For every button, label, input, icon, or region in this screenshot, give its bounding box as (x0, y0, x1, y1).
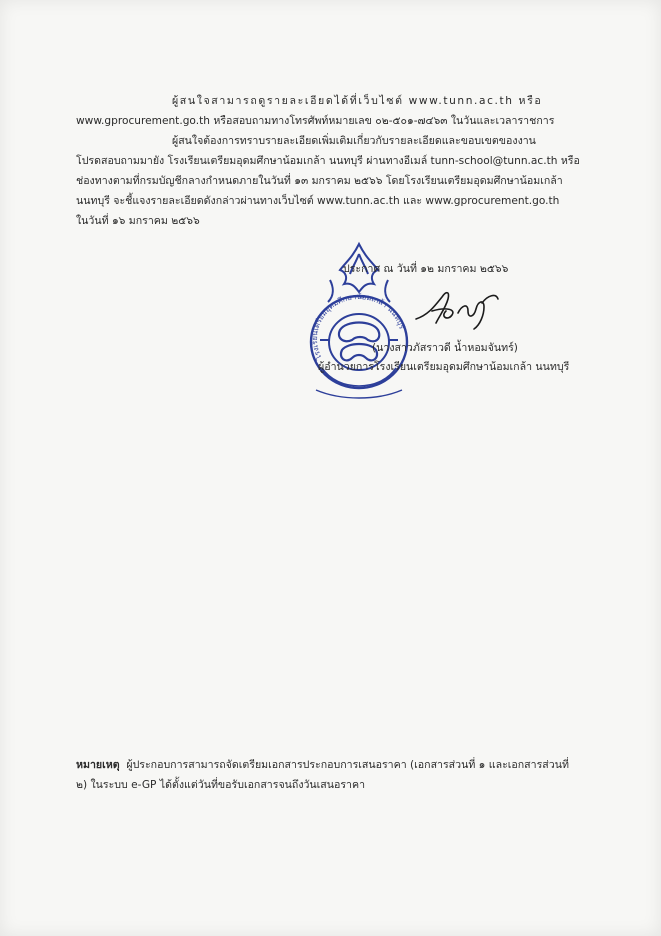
paragraph-2-line-4: นนทบุรี จะชี้แจงรายละเอียดดังกล่าวผ่านทางเว็บไซต์ www.tunn.ac.th และ www.gprocurement.go.th (76, 195, 560, 207)
paragraph-1-line-2: www.gprocurement.go.th หรือสอบถามทางโทรศัพท์หมายเลข ๐๒-๕๐๑-๗๔๖๓ ในวันและเวลาราชการ (76, 115, 555, 127)
paragraph-2-line-1: ผู้สนใจต้องการทราบรายละเอียดเพิ่มเติมเกี่ยวกับรายละเอียดและขอบเขตของงาน (172, 135, 536, 147)
paragraph-2-line-5: ในวันที่ ๑๖ มกราคม ๒๕๖๖ (76, 215, 200, 227)
note-line-1 (76, 758, 569, 772)
note-line-2: ๒) ในระบบ e-GP ได้ตั้งแต่วันที่ขอรับเอกสารจนถึงวันเสนอราคา (76, 779, 366, 791)
paragraph-2-line-3: ช่องทางตามที่กรมบัญชีกลางกำหนดภายในวันที่ ๑๓ มกราคม ๒๕๖๖ โดยโรงเรียนเตรียมอุดมศึกษาน้อมเกล้า (76, 175, 563, 187)
announce-date: ประกาศ ณ วันที่ ๑๒ มกราคม ๒๕๖๖ (343, 263, 509, 275)
note-text-1: ผู้ประกอบการสามารถจัดเตรียมเอกสารประกอบการเสนอราคา (เอกสารส่วนที่ ๑ และเอกสารส่วนที่ (126, 759, 569, 771)
paragraph-2-line-2: โปรดสอบถามมายัง โรงเรียนเตรียมอุดมศึกษาน้อมเกล้า นนทบุรี ผ่านทางอีเมล์ tunn-school@tunn.ac.th หรือ (76, 155, 580, 167)
signer-name: (นางสาวภัสราวดี น้ำหอมจันทร์) (372, 342, 518, 354)
handwritten-signature (412, 285, 502, 331)
paragraph-1-line-1: ผู้สนใจสามารถดูรายละเอียดได้ที่เว็บไซต์ www.tunn.ac.th หรือ (172, 95, 543, 107)
signer-title: ผู้อำนวยการโรงเรียนเตรียมอุดมศึกษาน้อมเกล้า นนทบุรี (318, 361, 570, 373)
seal-ring-text: โรงเรียนเตรียมอุดมศึกษาน้อมเกล้า นนทบุรี (309, 292, 407, 362)
note-label: หมายเหตุ (76, 759, 120, 771)
